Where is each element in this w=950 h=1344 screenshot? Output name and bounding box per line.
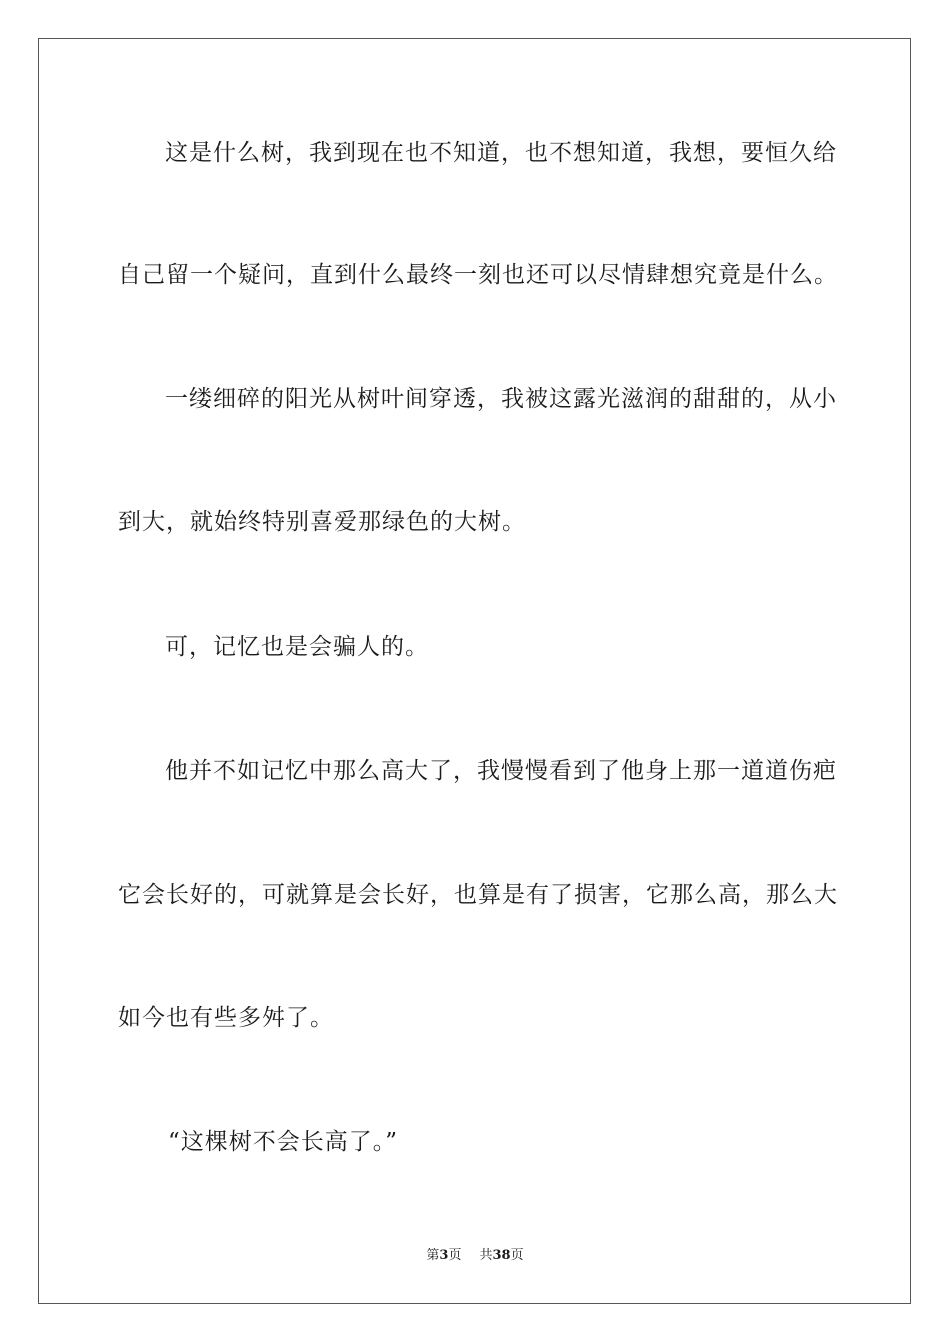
- page-number: 第3页: [426, 1248, 462, 1263]
- page-border: [38, 38, 911, 1304]
- paragraph-2-line-2: 到大，就始终特别喜爱那绿色的大树。: [118, 509, 526, 535]
- total-pages: 共38页: [479, 1248, 524, 1263]
- paragraph-2-line-1: 一缕细碎的阳光从树叶间穿透，我被这露光滋润的甜甜的，从小: [165, 386, 837, 412]
- paragraph-4-line-2: 它会长好的，可就算是会长好，也算是有了损害，它那么高，那么大: [118, 882, 838, 908]
- paragraph-1-line-2: 自己留一个疑问，直到什么最终一刻也还可以尽情肆想究竟是什么。: [118, 262, 838, 288]
- paragraph-1-line-1: 这是什么树，我到现在也不知道，也不想知道，我想，要恒久给: [165, 140, 837, 166]
- paragraph-4-line-3: 如今也有些多舛了。: [118, 1005, 334, 1031]
- paragraph-3-line-1: 可，记忆也是会骗人的。: [165, 634, 429, 660]
- paragraph-4-line-1: 他并不如记忆中那么高大了，我慢慢看到了他身上那一道道伤疤: [165, 758, 837, 784]
- paragraph-5-line-1: “这棵树不会长高了。”: [168, 1129, 399, 1155]
- page-footer: [0, 1247, 950, 1265]
